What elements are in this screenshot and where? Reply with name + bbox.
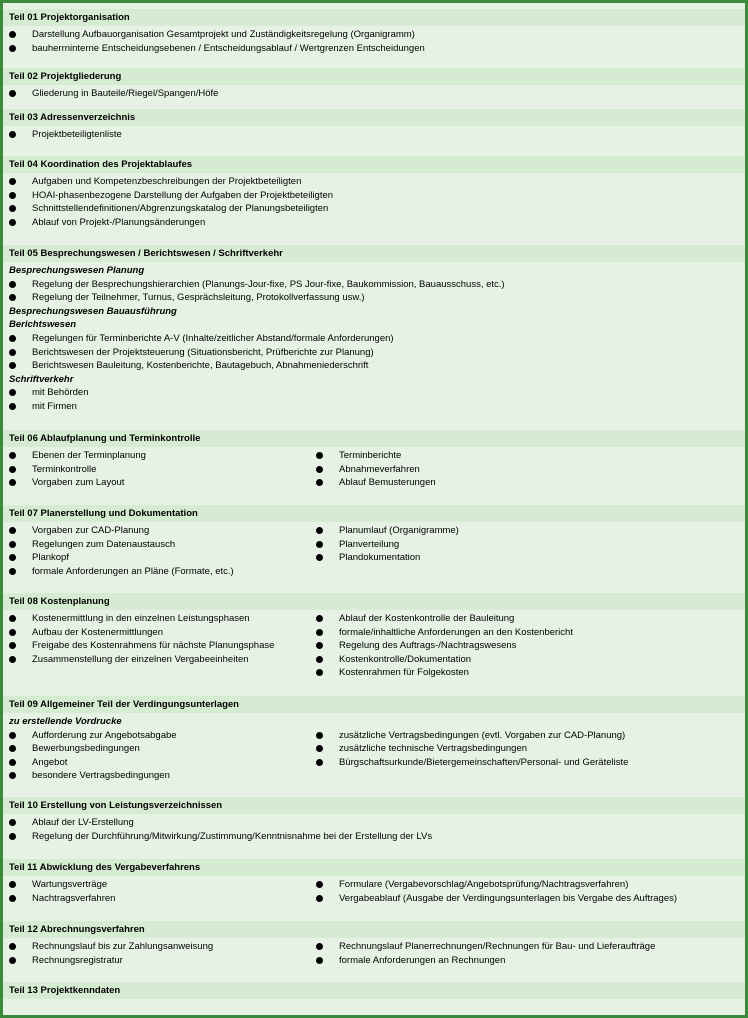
bullet-icon bbox=[9, 642, 16, 649]
section-title: Teil 03 Adressenverzeichnis bbox=[9, 112, 136, 123]
bullet-icon bbox=[316, 732, 323, 739]
list-item-text: zusätzliche Vertragsbedingungen (evtl. Vorgaben zur CAD-Planung) bbox=[339, 729, 626, 741]
section-title: Teil 10 Erstellung von Leistungsverzeichnissen bbox=[9, 800, 223, 811]
list-item-text: Vergabeablauf (Ausgabe der Verdingungsunterlagen bis Vergabe des Auftrages) bbox=[339, 892, 678, 904]
list-item-text: Ablauf Bemusterungen bbox=[339, 477, 436, 489]
bullet-icon bbox=[9, 219, 16, 226]
section-header bbox=[3, 68, 745, 85]
list-item-text: Abnahmeverfahren bbox=[339, 463, 420, 475]
list-item-text: Bürgschaftsurkunde/Bietergemeinschaften/Personal- und Geräteliste bbox=[339, 756, 629, 768]
bullet-icon bbox=[9, 957, 16, 964]
bullet-icon bbox=[9, 568, 16, 575]
list-item-text: formale/inhaltliche Anforderungen an den Kostenbericht bbox=[339, 626, 573, 638]
list-item-text: mit Firmen bbox=[32, 401, 77, 412]
bullet-icon bbox=[9, 362, 16, 369]
section-header bbox=[3, 696, 745, 713]
list-item-text: Aufbau der Kostenermittlungen bbox=[32, 626, 163, 638]
bullet-icon bbox=[316, 881, 323, 888]
section-header bbox=[3, 245, 745, 262]
bullet-icon bbox=[9, 205, 16, 212]
list-item-text: Aufgaben und Kompetenzbeschreibungen der Projektbeteiligten bbox=[32, 176, 302, 187]
section-title: Teil 11 Abwicklung des Vergabeverfahrens bbox=[9, 862, 201, 873]
section-header bbox=[3, 9, 745, 26]
list-item-text: besondere Vertragsbedingungen bbox=[32, 770, 170, 782]
bullet-icon bbox=[316, 554, 323, 561]
list-item-text: zusätzliche technische Vertragsbedingungen bbox=[339, 743, 528, 755]
list-item-text: HOAI-phasenbezogene Darstellung der Aufgaben der Projektbeteiligten bbox=[32, 189, 334, 201]
list-item-text: bauherrninterne Entscheidungsebenen / Entscheidungsablauf / Wertgrenzen Entscheidungen bbox=[32, 42, 425, 54]
bullet-icon bbox=[316, 957, 323, 964]
section-title: Teil 13 Projektkenndaten bbox=[9, 985, 121, 996]
section-title: Teil 12 Abrechnungsverfahren bbox=[9, 924, 145, 935]
bullet-icon bbox=[9, 629, 16, 636]
section-title: Teil 02 Projektgliederung bbox=[9, 71, 122, 82]
bullet-icon bbox=[9, 294, 16, 301]
list-item-text: Rechnungsregistratur bbox=[32, 954, 123, 966]
list-item-text: Ablauf der Kostenkontrolle der Bauleitung bbox=[339, 613, 515, 624]
list-item-text: Vorgaben zum Layout bbox=[32, 477, 125, 489]
bullet-icon bbox=[9, 131, 16, 138]
list-item-text: formale Anforderungen an Rechnungen bbox=[339, 954, 506, 966]
list-item-text: formale Anforderungen an Pläne (Formate, etc.) bbox=[32, 565, 234, 577]
bullet-icon bbox=[9, 192, 16, 199]
list-item-text: Formulare (Vergabevorschlag/Angebotsprüfung/Nachtragsverfahren) bbox=[339, 879, 629, 890]
list-item-text: Planumlauf (Organigramme) bbox=[339, 525, 459, 536]
section-header bbox=[3, 797, 745, 814]
bullet-icon bbox=[316, 629, 323, 636]
bullet-icon bbox=[316, 669, 323, 676]
list-item-text: Darstellung Aufbauorganisation Gesamtprojekt und Zuständigkeitsregelung (Organigramm) bbox=[32, 29, 415, 40]
list-item-text: Gliederung in Bauteile/Riegel/Spangen/Höfe bbox=[32, 88, 219, 99]
bullet-icon bbox=[316, 642, 323, 649]
list-item-text: Planverteilung bbox=[339, 538, 400, 550]
bullet-icon bbox=[9, 178, 16, 185]
bullet-icon bbox=[9, 833, 16, 840]
bullet-icon bbox=[9, 403, 16, 410]
bullet-icon bbox=[9, 895, 16, 902]
bullet-icon bbox=[9, 45, 16, 52]
section-title: Teil 08 Kostenplanung bbox=[9, 596, 110, 607]
bullet-icon bbox=[316, 479, 323, 486]
list-item-text: Bewerbungsbedingungen bbox=[32, 743, 140, 755]
section-title: Teil 09 Allgemeiner Teil der Verdingungsunterlagen bbox=[9, 699, 239, 710]
list-item-text: Angebot bbox=[32, 756, 68, 768]
section-title: Teil 06 Ablaufplanung und Terminkontrolle bbox=[9, 433, 201, 444]
list-item-text: Ablauf von Projekt-/Planungsänderungen bbox=[32, 216, 206, 228]
bullet-icon bbox=[316, 527, 323, 534]
section-title: Teil 07 Planerstellung und Dokumentation bbox=[9, 508, 198, 519]
bullet-icon bbox=[9, 31, 16, 38]
list-item-text: Freigabe des Kostenrahmens für nächste Planungsphase bbox=[32, 640, 275, 652]
bullet-icon bbox=[9, 759, 16, 766]
section-header bbox=[3, 156, 745, 173]
list-item-text: Zusammenstellung der einzelnen Vergabeeinheiten bbox=[32, 653, 249, 665]
list-item-text: Berichtswesen Bauleitung, Kostenberichte, Bautagebuch, Abnahmeniederschrift bbox=[32, 360, 369, 372]
section-header bbox=[3, 921, 745, 938]
list-item-text: Plandokumentation bbox=[339, 552, 421, 564]
bullet-icon bbox=[316, 452, 323, 459]
list-item-text: Vorgaben zur CAD-Planung bbox=[32, 525, 150, 536]
document-page bbox=[3, 3, 745, 1015]
list-item-text: Regelung der Besprechungshierarchien (Planungs-Jour-fixe, PS Jour-fixe, Baukommission, Bauausschuss, etc.) bbox=[32, 278, 505, 290]
bullet-icon bbox=[316, 745, 323, 752]
bullet-icon bbox=[9, 349, 16, 356]
bullet-icon bbox=[9, 819, 16, 826]
bullet-icon bbox=[9, 90, 16, 97]
bullet-icon bbox=[9, 656, 16, 663]
list-item-text: Regelungen zum Datenaustausch bbox=[32, 538, 176, 550]
list-item-text: Regelung der Teilnehmer, Turnus, Gesprächsleitung, Protokollverfassung usw.) bbox=[32, 292, 365, 304]
bullet-icon bbox=[316, 895, 323, 902]
list-item-text: Schnittstellendefinitionen/Abgrenzungskatalog der Planungsbeteiligten bbox=[32, 203, 329, 215]
section-header bbox=[3, 109, 745, 126]
bullet-icon bbox=[9, 881, 16, 888]
bullet-icon bbox=[9, 732, 16, 739]
bullet-icon bbox=[9, 615, 16, 622]
list-item-text: Rechnungslauf bis zur Zahlungsanweisung bbox=[32, 941, 214, 952]
bullet-icon bbox=[316, 943, 323, 950]
section-title: Teil 04 Koordination des Projektablaufes bbox=[9, 159, 193, 170]
subsection-title: Schriftverkehr bbox=[9, 373, 74, 385]
list-item-text: Berichtswesen der Projektsteuerung (Situationsbericht, Prüfberichte zur Planung) bbox=[32, 346, 374, 358]
section-header bbox=[3, 859, 745, 876]
bullet-icon bbox=[316, 466, 323, 473]
list-item-text: Regelungen für Terminberichte A-V (Inhalte/zeitlicher Abstand/formale Anforderungen) bbox=[32, 333, 394, 344]
section-header bbox=[3, 505, 745, 522]
bullet-icon bbox=[9, 479, 16, 486]
bullet-icon bbox=[316, 541, 323, 548]
section-header bbox=[3, 593, 745, 610]
list-item-text: Rechnungslauf Planerrechnungen/Rechnungen für Bau- und Lieferaufträge bbox=[339, 941, 656, 952]
bullet-icon bbox=[9, 772, 16, 779]
subsection-title: Besprechungswesen Bauausführung bbox=[9, 305, 177, 317]
bullet-icon bbox=[9, 281, 16, 288]
subsection-title: zu erstellende Vordrucke bbox=[9, 716, 122, 727]
list-item-text: Kostenermittlung in den einzelnen Leistungsphasen bbox=[32, 613, 250, 624]
list-item-text: Nachtragsverfahren bbox=[32, 892, 116, 904]
list-item-text: Terminberichte bbox=[339, 450, 402, 461]
subsection-title: Besprechungswesen Planung bbox=[9, 265, 145, 276]
bullet-icon bbox=[9, 527, 16, 534]
bullet-icon bbox=[9, 389, 16, 396]
list-item-text: Plankopf bbox=[32, 552, 69, 564]
list-item-text: Terminkontrolle bbox=[32, 463, 97, 475]
section-title: Teil 05 Besprechungswesen / Berichtswesen / Schriftverkehr bbox=[9, 248, 283, 259]
list-item-text: Kostenkontrolle/Dokumentation bbox=[339, 653, 472, 665]
list-item-text: Ablauf der LV-Erstellung bbox=[32, 817, 134, 828]
bullet-icon bbox=[316, 656, 323, 663]
bullet-icon bbox=[9, 745, 16, 752]
section-title: Teil 01 Projektorganisation bbox=[9, 12, 130, 23]
bullet-icon bbox=[9, 541, 16, 548]
section-header bbox=[3, 430, 745, 447]
bullet-icon bbox=[316, 759, 323, 766]
list-item-text: Wartungsverträge bbox=[32, 879, 108, 890]
list-item-text: Regelung des Auftrags-/Nachtragswesens bbox=[339, 640, 517, 652]
bullet-icon bbox=[9, 554, 16, 561]
list-item-text: Aufforderung zur Angebotsabgabe bbox=[32, 729, 177, 741]
bullet-icon bbox=[9, 943, 16, 950]
list-item-text: Regelung der Durchführung/Mitwirkung/Zustimmung/Kenntnisnahme bei der Erstellung der LVs bbox=[32, 830, 433, 842]
section-header bbox=[3, 982, 745, 999]
bullet-icon bbox=[316, 615, 323, 622]
list-item-text: Ebenen der Terminplanung bbox=[32, 450, 146, 461]
list-item-text: mit Behörden bbox=[32, 387, 89, 399]
bullet-icon bbox=[9, 335, 16, 342]
list-item-text: Kostenrahmen für Folgekosten bbox=[339, 667, 469, 679]
subsection-title: Berichtswesen bbox=[9, 319, 77, 331]
bullet-icon bbox=[9, 452, 16, 459]
list-item-text: Projektbeteiligtenliste bbox=[32, 129, 122, 140]
bullet-icon bbox=[9, 466, 16, 473]
